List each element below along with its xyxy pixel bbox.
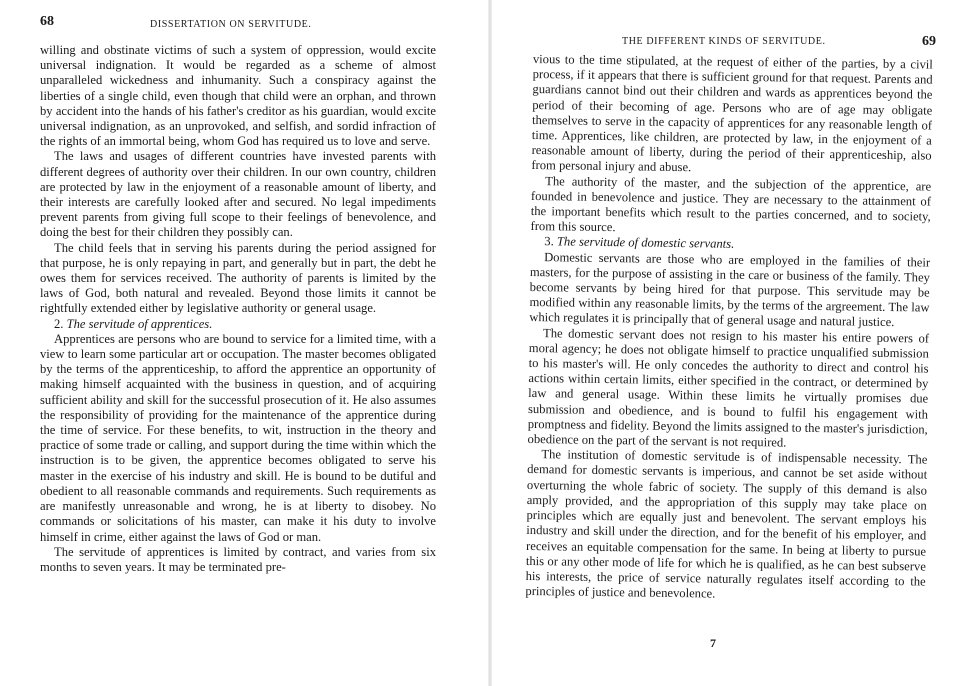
section-title: The servitude of domestic servants.: [556, 234, 735, 252]
paragraph: Domestic servants are those who are employed in the families of their masters, for the purpose of assisting in the care or business of the family. They become servants by being hired for that purpose. This servitude may be modified within any reasonable limits, by the terms of the argreement. The law which regulates it is principally that of general usage and natural justice.: [529, 249, 931, 330]
right-page: [490, 0, 980, 686]
signature-mark: 7: [710, 636, 716, 650]
section-title: The servitude of apprentices.: [66, 316, 213, 331]
right-page-body: [525, 52, 933, 605]
section-number: 3.: [544, 234, 554, 249]
section-number: 2.: [54, 316, 64, 331]
section-heading: [40, 317, 436, 332]
paragraph: willing and obstinate victims of such a system of oppression, would excite universal indignation. It would be regarded as a scheme of almost unparalleled wickedness and inhumanity. Such a conspiracy against the liberties of a single child, even though that child were an orphan, and thrown by accident into the hands of his father's creditor as his guardian, would excite universal indignation, as an unprovoked, and selfish, and sordid infraction of the rights of an immortal being, whom God has required us to love and serve.: [40, 43, 436, 149]
left-running-head: DISSERTATION ON SERVITUDE.: [150, 19, 312, 30]
paragraph: The domestic servant does not resign to his master his entire powers of moral agency; he does not obligate himself to practice unqualified submission to his master's will. He only concedes the authority to direct and control his actions within certain limits, either specified in the contract, or determined by law and general usage. Within these limits he virtually promises due submission and obedience, and is bound to fulfil his engagement with promptness and fidelity. Beyond the limits assigned to the master's jurisdiction, obedience on the part of the servant is not required.: [527, 325, 930, 450]
paragraph: The authority of the master, and the subjection of the apprentice, are founded in benevolence and justice. They are necessary to the attainment of the important benefits which result to the parties concerned, and to society, from this source.: [530, 173, 932, 235]
paragraph: The institution of domestic servitude is of indispensable necessity. The demand for domestic servants is imperious, and cannot be set aside without overturning the whole fabric of society. The supply of this demand is also amply provided, and the appropriation of this supply may take place on principles which are equally just and benevolent. The servant employs his industry and skill under the direction, and for the benefit of his employer, and receives an equitable compensation for the same. In being at liberty to pursue this or any other mode of life for which he is qualified, as he can best subserve his interests, the price of service naturally regulates itself according to the principles of justice and benevolence.: [525, 447, 928, 601]
paragraph: The servitude of apprentices is limited by contract, and varies from six months to seven years. It may be terminated pre-: [40, 544, 436, 574]
paragraph: The child feels that in serving his parents during the period assigned for that purpose, he is only repaying in part, and generally but in part, the debt he owes them for services received. The authority of parents is limited by the laws of God, both natural and revealed. Beyond those limits it cannot be rightfully extended either by legislative authority or general usage.: [40, 240, 436, 316]
left-page-body: [40, 43, 436, 575]
left-page-number: 68: [40, 14, 54, 29]
paragraph: The laws and usages of different countries have invested parents with different degrees of authority over their children. In our own country, children are protected by law in the enjoyment of a reasonable amount of liberty, and their interests are carefully looked after and secured. No legal impediments prevent parents from giving full scope to their feelings of benevolence, and doing the best for their children they possibly can.: [40, 149, 436, 240]
right-running-head: THE DIFFERENT KINDS OF SERVITUDE.: [622, 36, 826, 47]
paragraph: vious to the time stipulated, at the request of either of the parties, by a civil process, if it appears that there is sufficient ground for that request. Parents and guardians cannot bind out their children and wards as apprentices beyond the period of their becoming of age. Persons who are of age may obligate themselves to serve in the capacity of apprentices for any reasonable length of time. Apprentices, like children, are protected by law, in the enjoyment of a reasonable amount of liberty, during the period of their apprenticeship, also from personal injury and abuse.: [531, 52, 933, 175]
right-page-number: 69: [922, 34, 936, 49]
paragraph: Apprentices are persons who are bound to service for a limited time, with a view to learn some particular art or occupation. The master becomes obligated by the terms of the apprenticeship, to afford the apprentice an opportunity of making himself acquainted with the business in question, and of acquiring sufficient ability and skill for the successful prosecution of it. He also assumes the responsibility of providing for the maintenance of the apprentice during the time of service. For these benefits, to wit, instruction in the theory and practice of some trade or calling, and support during the time within which the instruction is to be given, the apprentice becomes obligated to serve his master in the exercise of his industry and skill. He is bound to be dutiful and obedient to all reasonable commands and requirements. Such requirements as are manifestly unreasonable and wrong, he is at liberty to disobey. No commands or solicitations of his master, can make it his duty to involve himself in crime, either against the laws of God or man.: [40, 331, 436, 544]
